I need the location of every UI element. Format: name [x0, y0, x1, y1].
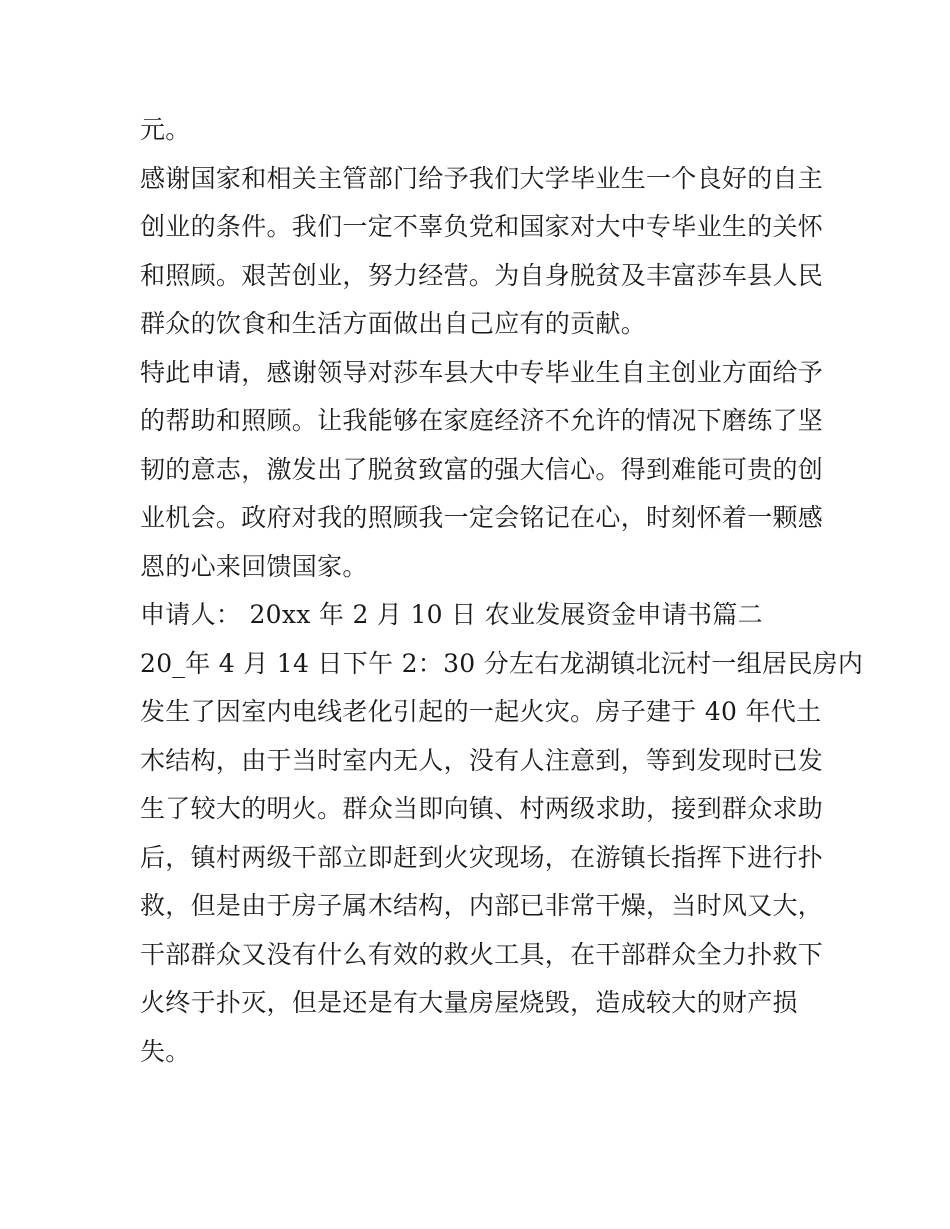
text-line: 发生了因室内电线老化引起的一起火灾。房子建于 40 年代土	[140, 697, 822, 726]
text-line: 韧的意志，激发出了脱贫致富的强大信心。得到难能可贵的创	[140, 454, 824, 484]
text-line: 干部群众又没有什么有效的救火工具，在干部群众全力扑救下	[140, 939, 824, 969]
text-line: 感谢国家和相关主管部门给予我们大学毕业生一个良好的自主	[140, 163, 824, 193]
applicant-heading-line: 申请人： 20xx 年 2 月 10 日 农业发展资金申请书篇二	[140, 600, 763, 629]
text-line: 群众的饮食和生活方面做出自己应有的贡献。	[140, 309, 647, 338]
text-line: 生了较大的明火。群众当即向镇、村两级求助，接到群众求助	[140, 794, 824, 823]
text-line: 失。	[140, 1036, 191, 1066]
text-line: 特此申请，感谢领导对莎车县大中专毕业生自主创业方面给予	[140, 357, 824, 387]
text-line: 火终于扑灭，但是还是有大量房屋烧毁，造成较大的财产损	[140, 988, 798, 1017]
text-line: 元。	[140, 115, 191, 144]
text-line: 救，但是由于房子属木结构，内部已非常干燥，当时风又大，	[140, 891, 824, 920]
text-line: 业机会。政府对我的照顾我一定会铭记在心，时刻怀着一颗感	[140, 503, 824, 532]
text-line: 的帮助和照顾。让我能够在家庭经济不允许的情况下磨练了坚	[140, 406, 824, 435]
text-line: 创业的条件。我们一定不辜负党和国家对大中专毕业生的关怀	[140, 212, 824, 241]
text-line: 和照顾。艰苦创业，努力经营。为自身脱贫及丰富莎车县人民	[140, 260, 824, 290]
text-line: 20_年 4 月 14 日下午 2：30 分左右龙湖镇北沅村一组居民房内	[140, 648, 864, 678]
text-line: 恩的心来回馈国家。	[140, 551, 368, 581]
text-line: 后，镇村两级干部立即赶到火灾现场，在游镇长指挥下进行扑	[140, 842, 824, 872]
text-line: 木结构，由于当时室内无人，没有人注意到，等到发现时已发	[140, 745, 824, 775]
document-body	[140, 106, 864, 1076]
